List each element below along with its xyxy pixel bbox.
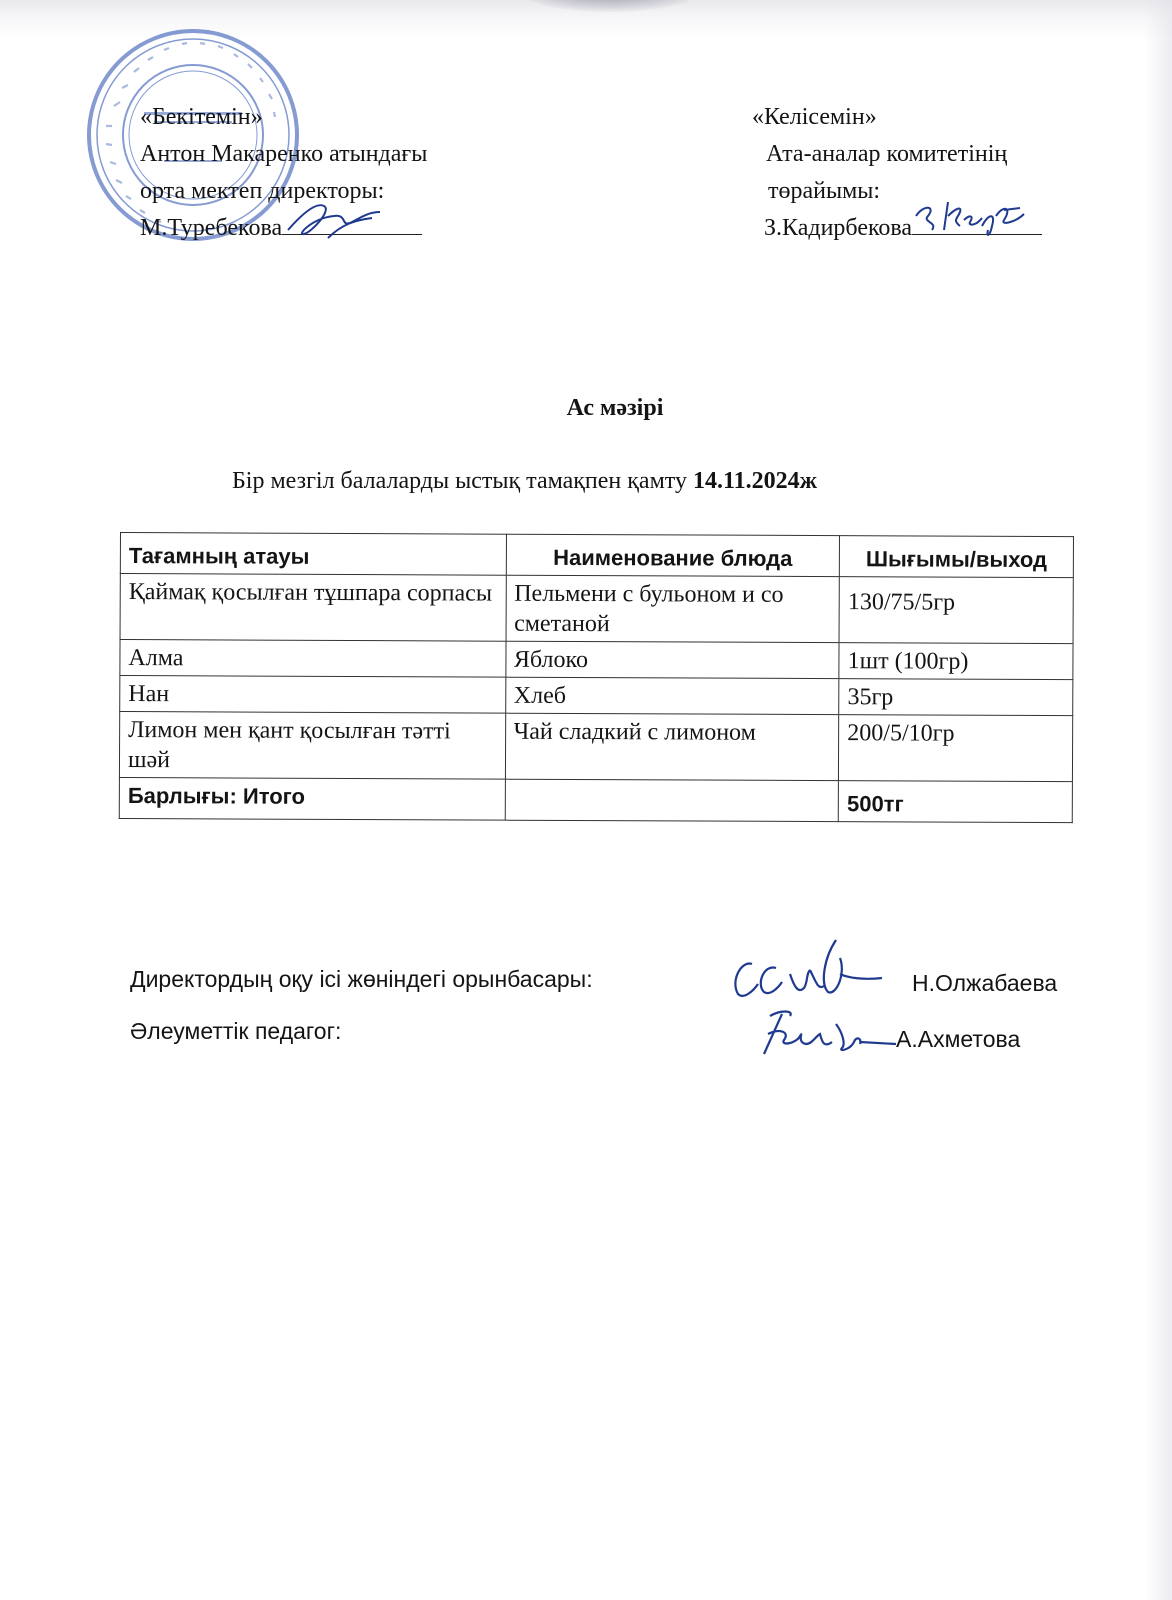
total-value: 500тг xyxy=(838,781,1072,823)
committee-signature xyxy=(904,186,1034,242)
director-signature xyxy=(282,194,402,244)
approval-block xyxy=(140,99,427,247)
pedagog-signature xyxy=(750,1002,900,1062)
dish-yield: 1шт (100гр) xyxy=(839,643,1073,680)
deputy-name: Н.Олжабаева xyxy=(912,970,1058,996)
table-row xyxy=(119,712,1072,782)
dish-kz: Нан xyxy=(120,676,506,714)
menu-subtitle xyxy=(232,468,817,495)
table-row xyxy=(120,640,1073,680)
approval-heading: «Бекітемін» xyxy=(140,104,263,130)
total-empty xyxy=(505,779,839,821)
scan-shadow xyxy=(520,0,700,12)
header-dish-name-kz: Тағамның атауы xyxy=(120,533,506,576)
approval-line-2: орта мектеп директоры: xyxy=(140,178,385,204)
header-yield: Шығымы/выход xyxy=(839,536,1073,578)
dish-ru: Чай сладкий с лимоном xyxy=(505,713,839,780)
committee-signature-line xyxy=(912,212,1042,235)
menu-title: Ас мәзірі xyxy=(566,395,664,421)
pedagog-name: А.Ахметова xyxy=(896,1026,1021,1052)
page-edge xyxy=(1144,0,1172,1600)
deputy-role: Директордың оқу ісі жөніндегі орынбасары: xyxy=(130,966,593,992)
dish-ru: Яблоко xyxy=(505,641,839,678)
agreement-line-1: Ата-аналар комитетінің xyxy=(766,141,1008,167)
menu-date: 14.11.2024ж xyxy=(692,468,818,494)
dish-yield: 200/5/10гр xyxy=(839,715,1073,782)
pedagog-role: Әлеуметтік педагог: xyxy=(130,1018,342,1044)
dish-kz: Қаймақ қосылған тұшпара сорпасы xyxy=(120,574,506,642)
committee-chair-name: З.Кадирбекова xyxy=(764,215,913,241)
dish-ru: Пельмени с бульоном и со сметаной xyxy=(506,575,840,642)
dish-kz: Алма xyxy=(120,640,506,678)
agreement-heading: «Келісемін» xyxy=(752,104,877,130)
approval-signature-row xyxy=(140,210,427,247)
table-total-row xyxy=(119,777,1072,822)
menu-subtitle-text: Бір мезгіл балаларды ыстық тамақпен қамту xyxy=(232,468,687,494)
agreement-signature-row xyxy=(752,210,1042,247)
director-name: М.Туребекова xyxy=(140,215,283,241)
agreement-block xyxy=(752,99,1042,247)
dish-yield: 130/75/5гр xyxy=(839,577,1073,644)
table-row xyxy=(120,574,1073,644)
table-row xyxy=(120,676,1073,716)
agreement-line-2: төрайымы: xyxy=(768,178,881,204)
total-label: Барлығы: Итого xyxy=(119,777,505,820)
dish-ru: Хлеб xyxy=(505,677,839,714)
dish-kz: Лимон мен қант қосылған тәтті шәй xyxy=(119,712,505,780)
table-header-row xyxy=(120,533,1073,578)
director-signature-line xyxy=(282,212,422,235)
menu-table xyxy=(119,532,1074,823)
dish-yield: 35гр xyxy=(839,679,1073,716)
header-dish-name-ru: Наименование блюда xyxy=(506,534,840,576)
approval-line-1: Антон Макаренко атындағы xyxy=(140,141,428,167)
